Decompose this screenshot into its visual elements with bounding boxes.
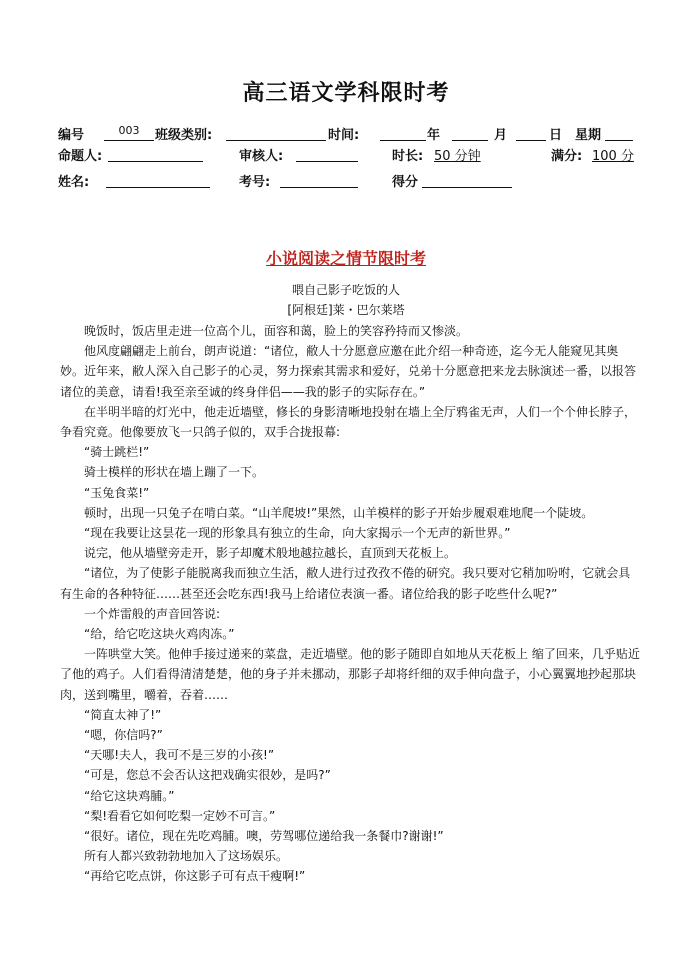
duration-value: 50 分钟 xyxy=(434,149,481,164)
author-label: 命题人: xyxy=(58,149,103,164)
exam-title: 高三语文学科限时考 xyxy=(242,80,450,106)
paragraph: “简直太神了!” xyxy=(84,707,162,722)
full-score-value: 100 分 xyxy=(592,149,634,164)
paragraph: 所有人都兴致勃勃地加入了这场娱乐。 xyxy=(84,849,289,864)
paragraph: 他风度翩翩走上前台，朗声说道：“诸位，敝人十分愿意应邀在此介绍一种奇迹，迄今无人能窥见其奥妙。近年来，敝人深入自己影子的心灵，努力探索其需求和爱好，兑弟十分愿意把来龙去脉演述一番，以报答诸位的美意，请看!我至亲至诚的终身伴侣——我的影子的实际存在。” xyxy=(60,344,637,399)
reviewer-label: 审核人: xyxy=(239,149,284,164)
story-title: 喂自己影子吃饭的人 xyxy=(291,283,400,297)
score-label: 得分 xyxy=(392,175,419,190)
story-body xyxy=(60,321,640,887)
paragraph: 一个炸雷般的声音回答说: xyxy=(84,606,221,621)
paragraph: 在半明半暗的灯光中，他走近墙壁，修长的身影清晰地投射在墙上全厅鸦雀无声，人们一个个伸长脖子，争看究竟。他像要放飞一只鸽子似的，双手合拢报幕: xyxy=(60,404,637,440)
weekday-blank xyxy=(605,124,633,141)
time-label: 时间: xyxy=(328,128,360,143)
info-row-3 xyxy=(0,171,692,191)
month-blank xyxy=(452,124,488,141)
paragraph: 骑士模样的形状在墙上蹦了一下。 xyxy=(84,465,265,480)
weekday-label: 星期 xyxy=(575,128,602,143)
paragraph: “给它这块鸡脯。” xyxy=(84,788,175,803)
paragraph: “梨!看看它如何吃梨一定妙不可言。” xyxy=(84,808,276,823)
story-author: [阿根廷]莱・巴尔莱塔 xyxy=(287,303,405,317)
info-row-1 xyxy=(0,124,692,144)
section-title: 小说阅读之情节限时考 xyxy=(265,249,426,268)
paragraph: “嗯，你信吗?” xyxy=(84,728,163,743)
duration-label: 时长: xyxy=(392,149,424,164)
time-blank xyxy=(380,124,426,141)
paragraph: 说完，他从墙壁旁走开，影子却魔术般地越拉越长，直顶到天花板上。 xyxy=(84,546,457,561)
exam-number-blank xyxy=(280,171,358,188)
author-blank xyxy=(108,145,203,162)
paragraph: “玉兔食菜!” xyxy=(84,485,150,500)
class-category-blank xyxy=(226,124,326,141)
number-label: 编号 xyxy=(58,128,85,143)
paragraph: “现在我要让这昙花一现的形象具有独立的生命，向大家揭示一个无声的新世界。” xyxy=(84,526,511,541)
paragraph: “可是，您总不会否认这把戏确实很妙，是吗?” xyxy=(84,768,331,783)
paragraph: 晚饭时，饭店里走进一位高个儿，面容和蔼，脸上的笑容矜持而又惨淡。 xyxy=(84,324,469,338)
paragraph: 一阵哄堂大笑。他伸手接过递来的菜盘，走近墙壁。他的影子随即自如地从天花板上 缩了回来，几乎贴近了他的鸡子。人们看得清清楚楚，他的身子并未挪动，那影子却将纤细的双手伸向盘子，小心翼翼地抄起那块肉，送到嘴里，嚼着，吞着…… xyxy=(60,647,640,702)
number-blank xyxy=(104,124,154,141)
month-label: 月 xyxy=(494,128,508,143)
paragraph: “天哪!夫人，我可不是三岁的小孩!” xyxy=(84,748,275,763)
info-row-2 xyxy=(0,145,692,165)
exam-number-label: 考号: xyxy=(239,175,271,190)
reviewer-blank xyxy=(296,145,358,162)
paragraph: “再给它吃点饼，你这影子可有点干瘦啊!” xyxy=(84,869,306,884)
day-label: 日 xyxy=(549,128,563,143)
paragraph: “骑士跳栏!” xyxy=(84,445,150,460)
year-label: 年 xyxy=(427,128,441,143)
day-blank xyxy=(516,124,546,141)
name-label: 姓名: xyxy=(58,175,90,190)
full-score-label: 满分: xyxy=(551,149,583,164)
number-value: 003 xyxy=(104,124,154,141)
paragraph: “诸位，为了使影子能脱离我而独立生活，敝人进行过孜孜不倦的研究。我只要对它稍加吩咐，它就会具有生命的各种特征……甚至还会吃东西!我马上给诸位表演一番。诸位给我的影子吃些什么呢?” xyxy=(60,566,631,601)
paragraph: “给，给它吃这块火鸡肉冻。” xyxy=(84,627,235,642)
name-blank xyxy=(106,171,210,188)
class-category-label: 班级类别: xyxy=(155,128,213,143)
score-blank xyxy=(422,171,512,188)
paragraph: 顿时，出现一只兔子在啃白菜。“山羊爬坡!”果然，山羊模样的影子开始步履艰难地爬一个陡坡。 xyxy=(84,505,594,520)
paragraph: “很好。诸位，现在先吃鸡脯。噢，劳驾哪位递给我一条餐巾?谢谢!” xyxy=(84,829,444,844)
